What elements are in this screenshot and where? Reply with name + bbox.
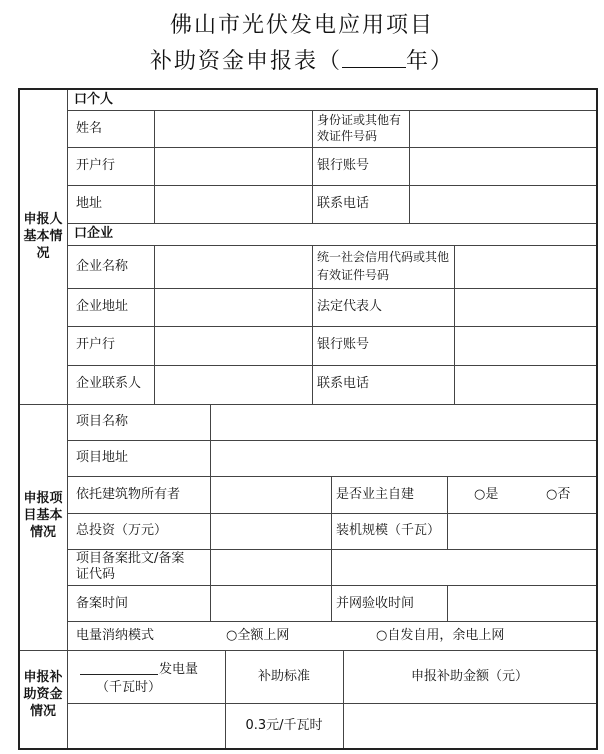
company-address-field[interactable] xyxy=(155,289,311,325)
personal-bank-field[interactable] xyxy=(155,148,311,184)
generation-value-field[interactable] xyxy=(68,704,224,747)
company-contact-label: 企业联系人 xyxy=(76,376,142,391)
section-subsidy-label: 申报补助资金情况 xyxy=(23,670,63,719)
subsidy-amount-header: 申报补助金额（元） xyxy=(410,669,528,684)
company-contact-field[interactable] xyxy=(155,366,311,403)
company-phone-label: 联系电话 xyxy=(317,376,370,391)
year-blank-field[interactable] xyxy=(342,47,406,68)
personal-phone-field[interactable] xyxy=(410,186,596,222)
subsidy-amount-field[interactable] xyxy=(344,704,596,747)
section-project-label: 申报项目基本情况 xyxy=(23,491,63,540)
filing-time-field[interactable] xyxy=(211,586,330,620)
company-account-field[interactable] xyxy=(455,327,596,364)
investment-label: 总投资（万元） xyxy=(76,523,168,538)
grid-time-field[interactable] xyxy=(448,586,596,620)
company-address-label: 企业地址 xyxy=(76,299,129,314)
form-title-line1: 佛山市光伏发电应用项目 xyxy=(169,13,434,38)
company-checkbox-header[interactable]: 口企业 xyxy=(74,226,114,241)
company-account-label: 银行账号 xyxy=(317,337,370,352)
company-legal-rep-field[interactable] xyxy=(455,289,596,325)
mode-full-grid-option[interactable]: ○全额上网 xyxy=(226,628,290,643)
self-built-label: 是否业主自建 xyxy=(336,487,415,502)
personal-name-field[interactable] xyxy=(155,111,311,146)
filing-doc-field[interactable] xyxy=(211,550,596,584)
mode-self-use-option[interactable]: ○自发自用，余电上网 xyxy=(376,628,505,643)
company-legal-rep-label: 法定代表人 xyxy=(317,299,383,314)
section-applicant-label: 申报人基本情况 xyxy=(23,212,63,261)
company-credit-code-label: 统一社会信用代码或其他有效证件号码 xyxy=(317,250,450,282)
building-owner-label: 依托建筑物所有者 xyxy=(76,487,181,502)
company-name-field[interactable] xyxy=(155,246,311,287)
application-form-table xyxy=(18,88,598,750)
company-credit-code-field[interactable] xyxy=(455,246,596,287)
generation-unit: （千瓦时） xyxy=(96,680,162,695)
title-prefix: 补助资金申报表（ xyxy=(149,49,342,74)
personal-address-label: 地址 xyxy=(76,196,103,211)
personal-id-label: 身份证或其他有效证件号码 xyxy=(317,113,402,143)
company-bank-label: 开户行 xyxy=(76,337,116,352)
project-name-label: 项目名称 xyxy=(76,414,129,429)
personal-id-field[interactable] xyxy=(410,111,596,146)
subsidy-standard-header: 补助标准 xyxy=(257,669,310,684)
project-address-label: 项目地址 xyxy=(76,450,129,465)
personal-name-label: 姓名 xyxy=(76,121,103,136)
company-phone-field[interactable] xyxy=(455,366,596,403)
grid-time-label: 并网验收时间 xyxy=(336,596,415,611)
personal-account-label: 银行账号 xyxy=(317,158,370,173)
personal-account-field[interactable] xyxy=(410,148,596,184)
personal-address-field[interactable] xyxy=(155,186,311,222)
title-suffix: 年） xyxy=(406,49,455,74)
capacity-label: 装机规模（千瓦） xyxy=(336,523,441,538)
generation-label: 发电量 xyxy=(159,662,199,677)
form-title-line2 xyxy=(0,44,604,75)
personal-bank-label: 开户行 xyxy=(76,158,116,173)
project-name-field[interactable] xyxy=(211,405,596,439)
investment-field[interactable] xyxy=(211,514,330,548)
capacity-field[interactable] xyxy=(448,514,596,548)
self-built-yes-option[interactable]: ○是 xyxy=(474,487,499,502)
personal-checkbox-header[interactable]: 口个人 xyxy=(74,92,114,107)
generation-blank-field[interactable] xyxy=(80,674,158,675)
project-address-field[interactable] xyxy=(211,441,596,475)
filing-doc-label: 项目备案批文/备案证代码 xyxy=(76,551,185,582)
building-owner-field[interactable] xyxy=(211,477,330,512)
company-name-label: 企业名称 xyxy=(76,259,129,274)
company-bank-field[interactable] xyxy=(155,327,311,364)
self-built-no-option[interactable]: ○否 xyxy=(546,487,571,502)
personal-phone-label: 联系电话 xyxy=(317,196,370,211)
subsidy-standard-value: 0.3元/千瓦时 xyxy=(245,718,323,733)
filing-time-label: 备案时间 xyxy=(76,596,129,611)
consumption-mode-label: 电量消纳模式 xyxy=(76,628,155,643)
